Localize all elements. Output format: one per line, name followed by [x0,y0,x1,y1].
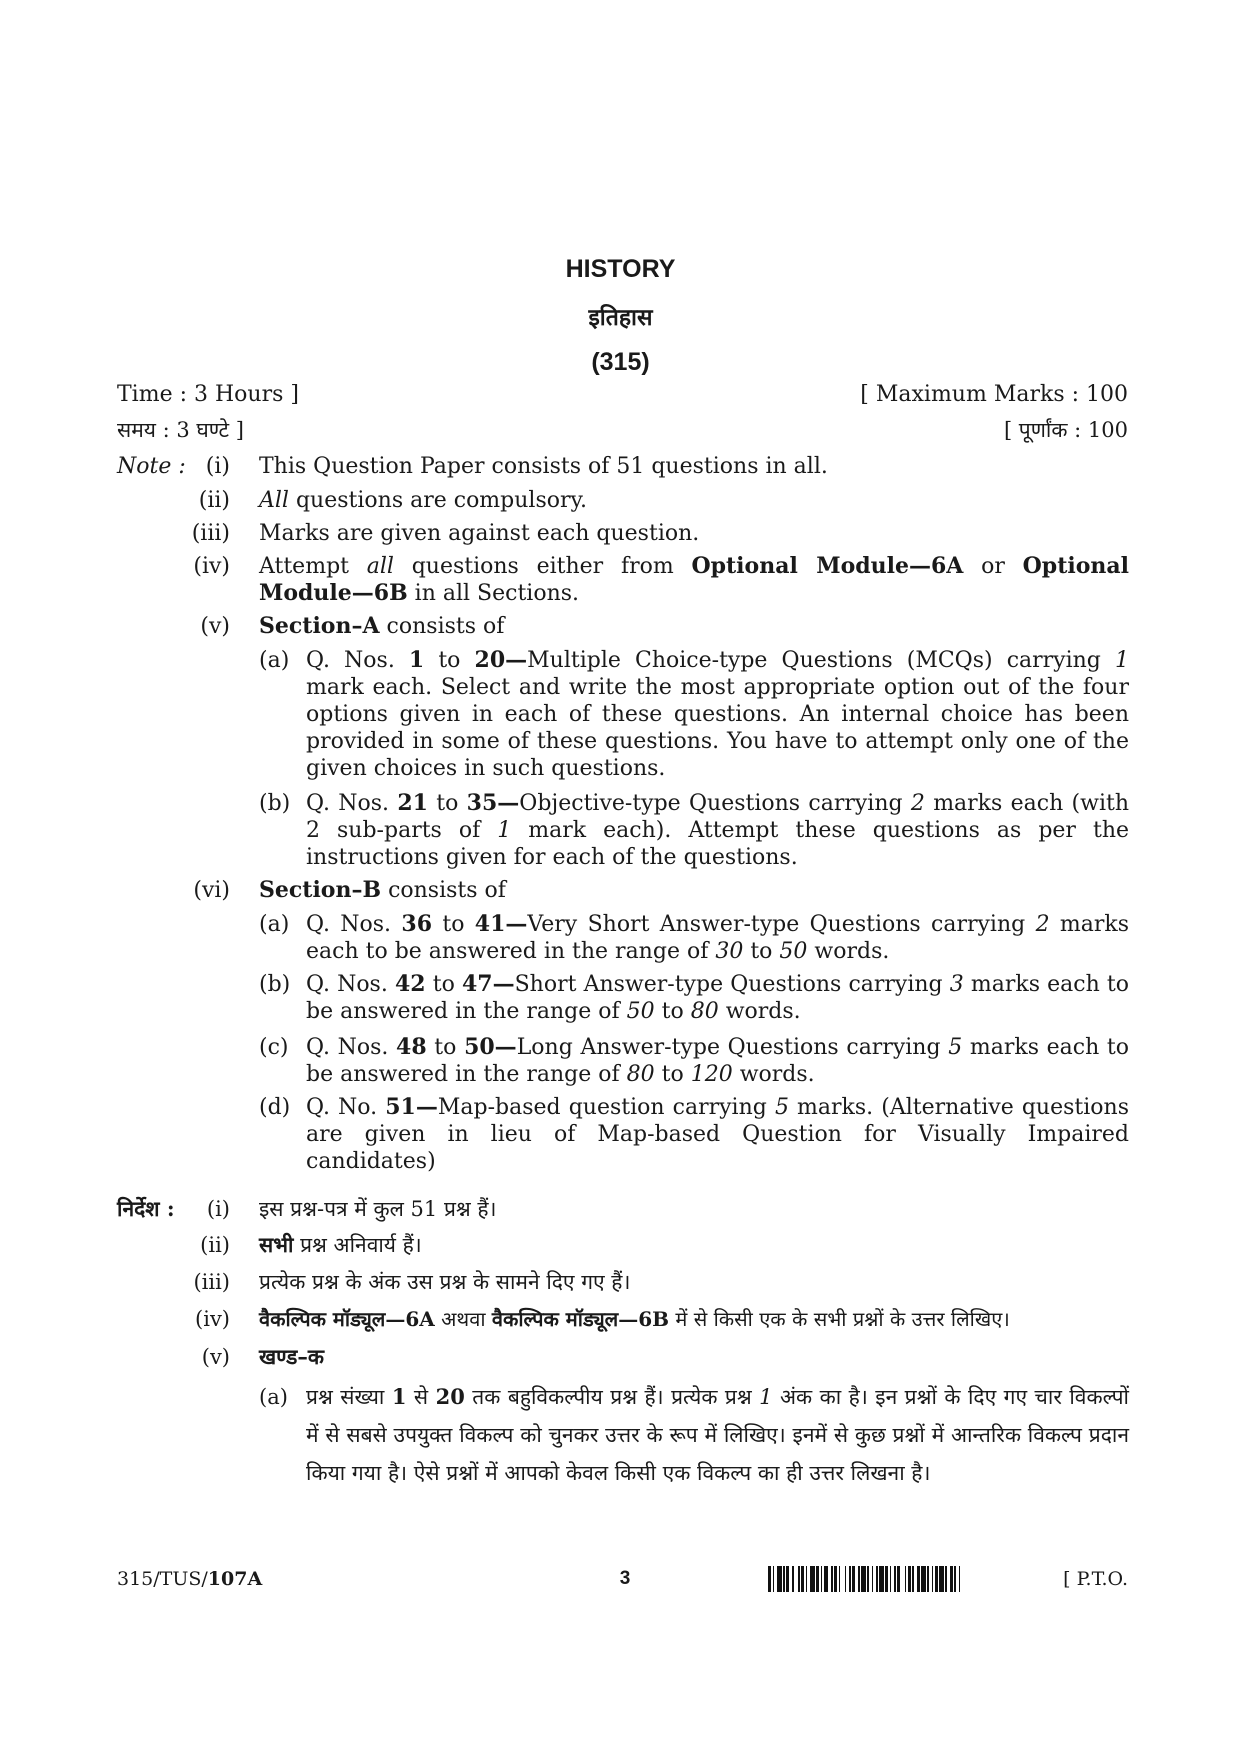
nirdesh-num-iii: (iii) [193,1270,230,1294]
note-num-i: (i) [205,454,230,479]
subject-title-english: HISTORY [565,255,676,283]
nirdesh-iii-text: प्रत्येक प्रश्न के अंक उस प्रश्न के सामने दिए गए हैं। [259,1270,631,1294]
nirdesh-num-i: (i) [206,1197,230,1221]
pto-label: [ P.T.O. [1063,1568,1128,1590]
nirdesh-num-iv: (iv) [195,1307,230,1331]
note-iv-text: Attempt all questions either from Optional Module—6A or Optional Module—6B in all Sections. [259,553,1129,606]
note-v-b-num: (b) [259,791,291,816]
time-english: Time : 3 Hours ] [117,382,299,407]
subject-code: (315) [591,348,650,376]
note-num-vi: (vi) [193,878,230,903]
max-marks-english: [ Maximum Marks : 100 [860,382,1128,407]
note-vi-a-num: (a) [259,912,290,937]
note-vi-c-text: Q. Nos. 48 to 50—Long Answer-type Questions carrying 5 marks each to be answered in the range of 80 to 120 words. [306,1034,1130,1087]
note-vi-a-text: Q. Nos. 36 to 41—Very Short Answer-type Questions carrying 2 marks each to be answered in the range of 30 to 50 words. [306,911,1130,964]
note-v-a-num: (a) [259,648,290,673]
note-num-v: (v) [200,614,230,639]
note-vi-text: Section–B consists of [259,877,506,903]
page-number: 3 [619,1568,631,1589]
nirdesh-v-a-num: (a) [259,1385,288,1409]
note-vi-b-num: (b) [259,972,291,997]
nirdesh-i-text: इस प्रश्न-पत्र में कुल 51 प्रश्न हैं। [259,1197,497,1221]
nirdesh-iv-text: वैकल्पिक मॉड्यूल—6A अथवा वैकल्पिक मॉड्यूल—6B में से किसी एक के सभी प्रश्नों के उत्तर लिखिए। [259,1307,1010,1331]
paper-code: 315/TUS/107A [117,1568,263,1590]
barcode [768,1566,1023,1592]
subject-title-hindi: इतिहास [588,304,653,331]
note-num-ii: (ii) [198,488,230,513]
note-vi-d-num: (d) [259,1095,291,1120]
nirdesh-v-text: खण्ड–क [259,1344,325,1369]
nirdesh-v-a-text: प्रश्न संख्या 1 से 20 तक बहुविकल्पीय प्रश्न हैं। प्रत्येक प्रश्न 1 अंक का है। इन प्रश्नों के दिए गए चार विकल्पों में से सबसे उपयुक्त विकल्प को चुनकर उत्तर के रूप में लिखिए। इनमें से कुछ प्रश्नों में आन्तरिक विकल्प प्रदान किया गया है। ऐसे प्रश्नों में आपको केवल किसी एक विकल्प का ही उत्तर लिखना है। [306,1384,1129,1485]
note-v-text: Section–A consists of [259,613,505,639]
note-i-text: This Question Paper consists of 51 questions in all. [259,454,828,479]
note-num-iii: (iii) [191,521,230,546]
time-hindi: समय : 3 घण्टे ] [117,418,245,442]
note-iii-text: Marks are given against each question. [259,521,700,546]
note-ii-text: All questions are compulsory. [259,488,588,513]
nirdesh-num-ii: (ii) [200,1233,230,1257]
note-vi-c-num: (c) [259,1035,289,1060]
note-vi-d-text: Q. No. 51—Map-based question carrying 5 marks. (Alternative questions are given in lieu of Map-based Question for Visually Impaired candidates) [306,1094,1129,1174]
nirdesh-label: निर्देश : [117,1196,175,1221]
note-v-a-text: Q. Nos. 1 to 20—Multiple Choice-type Questions (MCQs) carrying 1 mark each. Select and write the most appropriate option out of the four options given in each of these questions. An internal choice has been provided in some of these questions. You have to attempt only one of the given choices in such questions. [306,647,1129,781]
nirdesh-ii-text: सभी प्रश्न अनिवार्य हैं। [259,1232,422,1257]
note-v-b-text: Q. Nos. 21 to 35—Objective-type Questions carrying 2 marks each (with 2 sub-parts of 1 mark each). Attempt these questions as per the instructions given for each of the questions. [306,790,1130,870]
note-label: Note : [117,454,186,479]
note-vi-b-text: Q. Nos. 42 to 47—Short Answer-type Questions carrying 3 marks each to be answered in the range of 50 to 80 words. [306,971,1130,1024]
max-marks-hindi: [ पूर्णांक : 100 [1003,418,1128,442]
note-num-iv: (iv) [193,554,230,579]
nirdesh-num-v: (v) [201,1345,230,1369]
